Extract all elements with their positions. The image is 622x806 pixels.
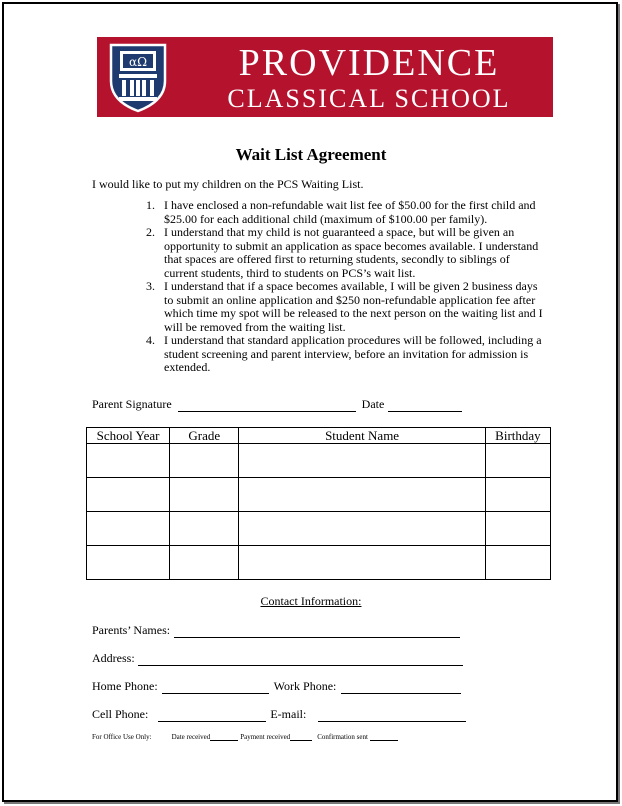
school-crest-logo	[105, 41, 171, 113]
date-label: Date	[361, 397, 385, 411]
birthday-cell[interactable]	[485, 444, 550, 478]
term-text: I have enclosed a non-refundable wait list fee of $50.00 for the first child and $25.00 for each additional child (maximum of $100.00 per family).	[164, 198, 536, 226]
parent-signature-label: Parent Signature	[92, 397, 172, 411]
term-number: 2.	[146, 225, 155, 239]
school-banner	[97, 37, 553, 117]
confirmation-sent-field[interactable]	[370, 733, 398, 741]
student-name-cell[interactable]	[239, 444, 486, 478]
work-phone-field[interactable]	[341, 681, 461, 694]
parent-signature-field[interactable]	[178, 399, 356, 412]
office-use-label: For Office Use Only:	[92, 733, 152, 741]
work-phone-label: Work Phone:	[273, 679, 337, 693]
confirmation-sent-label: Confirmation sent	[317, 733, 368, 741]
signature-row	[92, 397, 462, 412]
term-item	[146, 199, 546, 226]
home-phone-label: Home Phone:	[92, 679, 158, 693]
terms-list	[146, 199, 546, 375]
grade-cell[interactable]	[170, 512, 239, 546]
column-header-grade: Grade	[170, 428, 239, 444]
date-received-label: Date received	[171, 733, 211, 741]
cell-email-row	[92, 707, 466, 722]
address-field[interactable]	[138, 653, 463, 666]
email-field[interactable]	[318, 709, 466, 722]
grade-cell[interactable]	[170, 478, 239, 512]
school-name-line2: CLASSICAL SCHOOL	[227, 84, 511, 113]
term-number: 4.	[146, 333, 155, 347]
student-name-cell[interactable]	[239, 478, 486, 512]
term-text: I understand that my child is not guaranteed a space, but will be given an opportunity to submit an application as space becomes available. I understand that spaces are offered first to returning students, secondly to siblings of current students, third to students on PCS’s wait list.	[164, 225, 539, 280]
student-table	[86, 427, 551, 580]
term-item	[146, 334, 546, 375]
term-number: 1.	[146, 198, 155, 212]
phone-row	[92, 679, 461, 694]
cell-phone-label: Cell Phone:	[92, 707, 149, 721]
parents-names-row	[92, 623, 460, 638]
table-header-row	[87, 428, 551, 444]
term-text: I understand that standard application procedures will be followed, including a student screening and parent interview, before an invitation for admission is extended.	[164, 333, 542, 374]
student-name-cell[interactable]	[239, 512, 486, 546]
birthday-cell[interactable]	[485, 546, 550, 580]
date-field[interactable]	[388, 399, 462, 412]
payment-received-field[interactable]	[290, 733, 312, 741]
grade-cell[interactable]	[170, 546, 239, 580]
term-number: 3.	[146, 279, 155, 293]
table-row	[87, 512, 551, 546]
table-row	[87, 478, 551, 512]
home-phone-field[interactable]	[162, 681, 269, 694]
student-name-cell[interactable]	[239, 546, 486, 580]
address-row	[92, 651, 463, 666]
term-item	[146, 226, 546, 280]
birthday-cell[interactable]	[485, 512, 550, 546]
table-row	[87, 546, 551, 580]
parents-names-label: Parents’ Names:	[92, 623, 171, 637]
column-header-school-year: School Year	[87, 428, 170, 444]
term-item	[146, 280, 546, 334]
table-row	[87, 444, 551, 478]
intro-text: I would like to put my children on the PCS Waiting List.	[92, 177, 364, 191]
date-received-field[interactable]	[210, 733, 238, 741]
office-use-row	[92, 733, 398, 741]
term-text: I understand that if a space becomes available, I will be given 2 business days to submit an online application and $250 non-refundable application fee after which time my spot will be released to the next person on the waiting list and I will be removed from the waiting list.	[164, 279, 543, 334]
column-header-birthday: Birthday	[485, 428, 550, 444]
school-year-cell[interactable]	[87, 444, 170, 478]
cell-phone-field[interactable]	[158, 709, 266, 722]
page-title: Wait List Agreement	[235, 145, 387, 164]
birthday-cell[interactable]	[485, 478, 550, 512]
school-name-line1: PROVIDENCE	[238, 42, 500, 84]
column-header-student-name: Student Name	[239, 428, 486, 444]
email-label: E-mail:	[270, 707, 307, 721]
parents-names-field[interactable]	[174, 625, 460, 638]
school-name	[193, 41, 545, 113]
address-label: Address:	[92, 651, 135, 665]
school-year-cell[interactable]	[87, 478, 170, 512]
grade-cell[interactable]	[170, 444, 239, 478]
contact-heading: Contact Information:	[260, 594, 362, 608]
payment-received-label: Payment received	[240, 733, 291, 741]
school-year-cell[interactable]	[87, 546, 170, 580]
crest-letters: αΩ	[128, 55, 148, 69]
school-year-cell[interactable]	[87, 512, 170, 546]
